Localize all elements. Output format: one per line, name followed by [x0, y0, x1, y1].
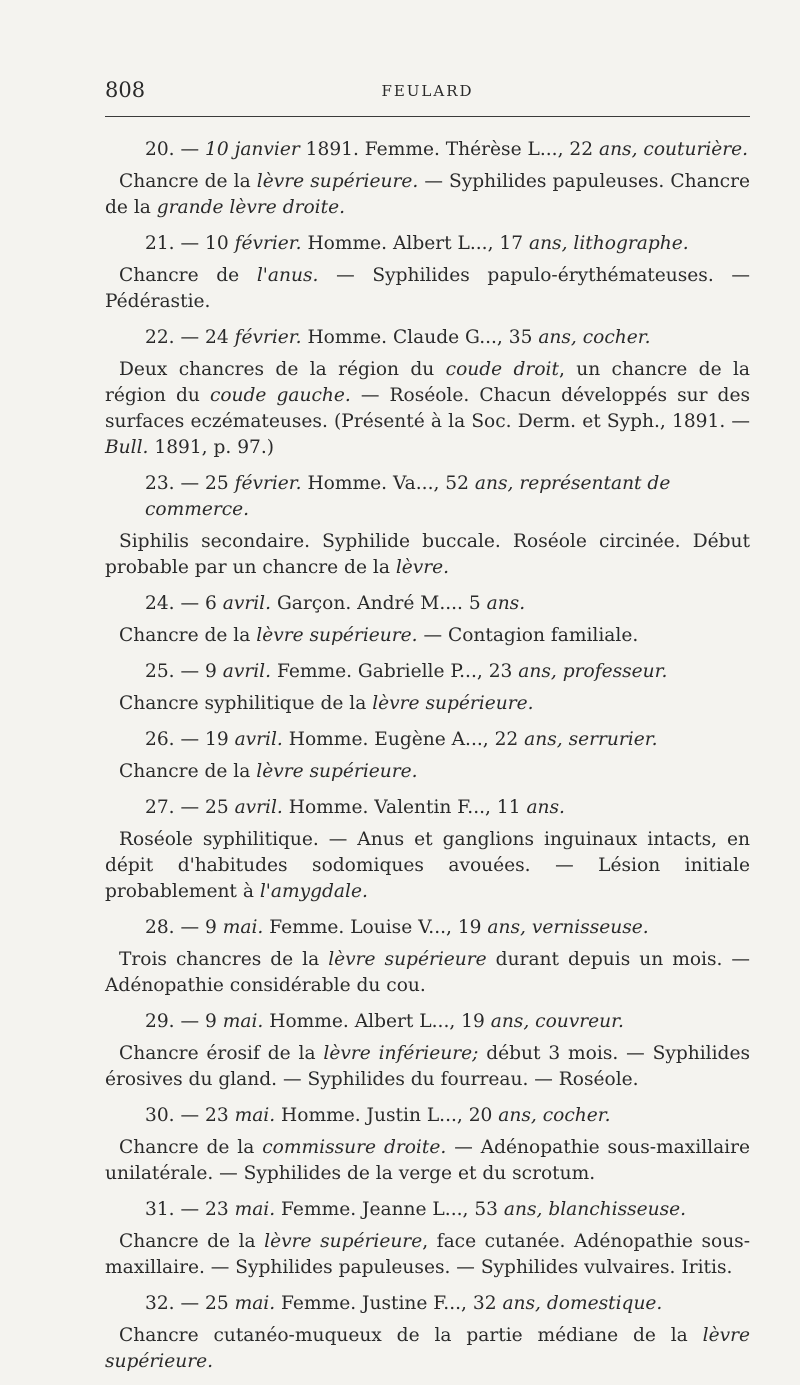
italic-segment: lèvre supérieure. — [256, 625, 418, 646]
text-segment: Chancre de la — [119, 171, 257, 192]
case-heading — [105, 727, 750, 753]
italic-segment: février. — [234, 473, 302, 494]
case-description — [105, 827, 750, 905]
case-entry — [105, 659, 750, 717]
text-segment: , un chancre de la région du — [105, 359, 750, 406]
text-segment: — Syphilides papuleuses. Chancre de la — [105, 171, 750, 218]
text-segment: 24. — 6 — [145, 593, 223, 614]
case-entry — [105, 1009, 750, 1093]
text-segment: Homme. Justin L..., 20 — [275, 1105, 499, 1126]
case-entry — [105, 727, 750, 785]
italic-segment: ans, représentant de commerce. — [145, 473, 671, 520]
italic-segment: lèvre supérieure. — [105, 1325, 750, 1372]
text-segment: 28. — 9 — [145, 917, 223, 938]
text-segment: 21. — 10 — [145, 233, 235, 254]
italic-segment: ans, domestique. — [502, 1293, 663, 1314]
italic-segment: février. — [234, 233, 302, 254]
case-heading — [105, 659, 750, 685]
case-heading — [105, 1197, 750, 1223]
case-heading — [105, 231, 750, 257]
text-segment: début 3 mois. — Syphilides érosives du gland. — Syphilides du fourreau. — Roséole. — [105, 1043, 750, 1090]
italic-segment: mai. — [222, 1011, 264, 1032]
text-segment: Chancre syphilitique de la — [119, 693, 373, 714]
text-segment: Femme. Gabrielle P..., 23 — [271, 661, 519, 682]
italic-segment: lèvre. — [395, 557, 450, 578]
case-description — [105, 623, 750, 649]
text-segment: 32. — 25 — [145, 1293, 235, 1314]
italic-segment: ans, serrurier. — [524, 729, 658, 750]
case-heading — [105, 915, 750, 941]
header-rule — [105, 116, 750, 117]
text-segment: 23. — 25 — [145, 473, 235, 494]
case-entry — [105, 137, 750, 221]
text-segment: — Contagion familiale. — [417, 625, 639, 646]
text-segment: 20. — — [145, 139, 205, 160]
text-segment: , face cutanée. Adénopathie sous-maxillaire. — Syphilides papuleuses. — Syphilides vulvaires. Iritis. — [105, 1231, 750, 1278]
case-entry — [105, 1103, 750, 1187]
text-segment: Chancre cutanéo-muqueux de la partie médiane de la — [119, 1325, 703, 1346]
case-entry — [105, 231, 750, 315]
text-segment: Chancre de la — [119, 1137, 263, 1158]
running-title: FEULARD — [381, 82, 474, 100]
page-header — [105, 78, 750, 104]
text-segment: Chancre de la — [119, 1231, 265, 1252]
italic-segment: avril. — [234, 729, 283, 750]
text-segment: 29. — 9 — [145, 1011, 223, 1032]
case-entry — [105, 1291, 750, 1375]
italic-segment: lèvre supérieure. — [256, 761, 418, 782]
case-description — [105, 1229, 750, 1281]
case-heading — [105, 137, 750, 163]
case-entry — [105, 1197, 750, 1281]
text-segment: Homme. Claude G..., 35 — [301, 327, 539, 348]
case-description — [105, 691, 750, 717]
text-segment: 26. — 19 — [145, 729, 235, 750]
text-segment: 30. — 23 — [145, 1105, 235, 1126]
italic-segment: avril. — [234, 797, 283, 818]
italic-segment: mai. — [234, 1293, 276, 1314]
page-number: 808 — [105, 78, 146, 102]
text-segment: Garçon. André M.... 5 — [271, 593, 487, 614]
italic-segment: avril. — [222, 593, 272, 614]
italic-segment: lèvre supérieure. — [256, 171, 419, 192]
italic-segment: coude gauche. — [209, 385, 351, 406]
text-segment: Roséole syphilitique. — Anus et ganglions inguinaux intacts, en dépit d'habitudes sodomiques avouées. — Lésion initiale probablement à — [105, 829, 750, 902]
text-segment: 1891, p. 97.) — [148, 437, 275, 458]
text-segment: Deux chancres de la région du — [119, 359, 446, 380]
case-description — [105, 529, 750, 581]
case-heading — [105, 325, 750, 351]
italic-segment: ans, cocher. — [538, 327, 651, 348]
text-segment: Homme. Eugène A..., 22 — [282, 729, 525, 750]
italic-segment: lèvre supérieure — [328, 949, 487, 970]
italic-segment: coude droit — [445, 359, 559, 380]
italic-segment: mai. — [222, 917, 264, 938]
text-segment: Femme. Justine F..., 32 — [275, 1293, 503, 1314]
text-segment: Femme. Jeanne L..., 53 — [275, 1199, 504, 1220]
case-entry — [105, 471, 750, 581]
text-segment: 22. — 24 — [145, 327, 235, 348]
text-segment: Chancre de la — [119, 625, 257, 646]
case-description — [105, 1323, 750, 1375]
text-segment: Chancre de la — [119, 761, 257, 782]
case-entry — [105, 325, 750, 461]
case-description — [105, 357, 750, 461]
case-heading — [105, 1103, 750, 1129]
italic-segment: ans, cocher. — [498, 1105, 611, 1126]
italic-segment: grande lèvre droite. — [156, 197, 346, 218]
case-heading — [105, 471, 750, 523]
italic-segment: ans. — [526, 797, 565, 818]
case-description — [105, 169, 750, 221]
text-segment: durant depuis un mois. — Adénopathie considérable du cou. — [105, 949, 751, 996]
italic-segment: février. — [234, 327, 302, 348]
italic-segment: mai. — [234, 1105, 276, 1126]
italic-segment: l'amygdale. — [259, 881, 368, 902]
text-segment: Homme. Albert L..., 17 — [301, 233, 529, 254]
italic-segment: ans, professeur. — [518, 661, 668, 682]
italic-segment: ans, vernisseuse. — [487, 917, 649, 938]
italic-segment: lèvre inférieure; — [323, 1043, 479, 1064]
case-description — [105, 1041, 750, 1093]
text-segment: Chancre érosif de la — [119, 1043, 324, 1064]
case-description — [105, 263, 750, 315]
italic-segment: l'anus. — [256, 265, 319, 286]
italic-segment: lèvre supérieure. — [372, 693, 534, 714]
italic-segment: ans, lithographe. — [528, 233, 689, 254]
italic-segment: commissure droite. — [262, 1137, 447, 1158]
italic-segment: ans, blanchisseuse. — [503, 1199, 687, 1220]
text-segment: Homme. Valentin F..., 11 — [282, 797, 527, 818]
text-segment: 27. — 25 — [145, 797, 235, 818]
text-segment: 25. — 9 — [145, 661, 223, 682]
text-segment: Homme. Albert L..., 19 — [263, 1011, 491, 1032]
case-heading — [105, 1009, 750, 1035]
text-segment: — Roséole. Chacun développés sur des surfaces eczémateuses. (Présenté à la Soc. Derm. et Syph., 1891. — — [105, 385, 750, 432]
case-list — [105, 137, 750, 1385]
text-segment: — Adénopathie sous-maxillaire unilatérale. — Syphilides de la verge et du scrotum. — [105, 1137, 751, 1184]
italic-segment: 10 janvier — [205, 139, 300, 160]
case-description — [105, 759, 750, 785]
case-entry — [105, 795, 750, 905]
text-segment: Chancre de — [119, 265, 257, 286]
case-description — [105, 1135, 750, 1187]
case-heading — [105, 795, 750, 821]
case-entry — [105, 591, 750, 649]
italic-segment: lèvre supérieure — [264, 1231, 423, 1252]
italic-segment: ans, couturière. — [598, 139, 749, 160]
italic-segment: ans. — [486, 593, 526, 614]
case-heading — [105, 591, 750, 617]
text-segment: Siphilis secondaire. Syphilide buccale. Roséole circinée. Début probable par un chancre de la — [105, 531, 750, 578]
text-segment: Trois chancres de la — [119, 949, 329, 970]
italic-segment: mai. — [234, 1199, 276, 1220]
italic-segment: ans, couvreur. — [490, 1011, 624, 1032]
text-segment: Femme. Louise V..., 19 — [263, 917, 488, 938]
case-description — [105, 947, 750, 999]
case-heading — [105, 1291, 750, 1317]
text-segment: 31. — 23 — [145, 1199, 235, 1220]
text-segment: 1891. Femme. Thérèse L..., 22 — [299, 139, 599, 160]
text-segment: — Syphilides papulo-érythémateuses. — Pédérastie. — [105, 265, 751, 312]
italic-segment: Bull. — [105, 437, 149, 458]
italic-segment: avril. — [222, 661, 272, 682]
case-entry — [105, 915, 750, 999]
text-segment: Homme. Va..., 52 — [301, 473, 475, 494]
